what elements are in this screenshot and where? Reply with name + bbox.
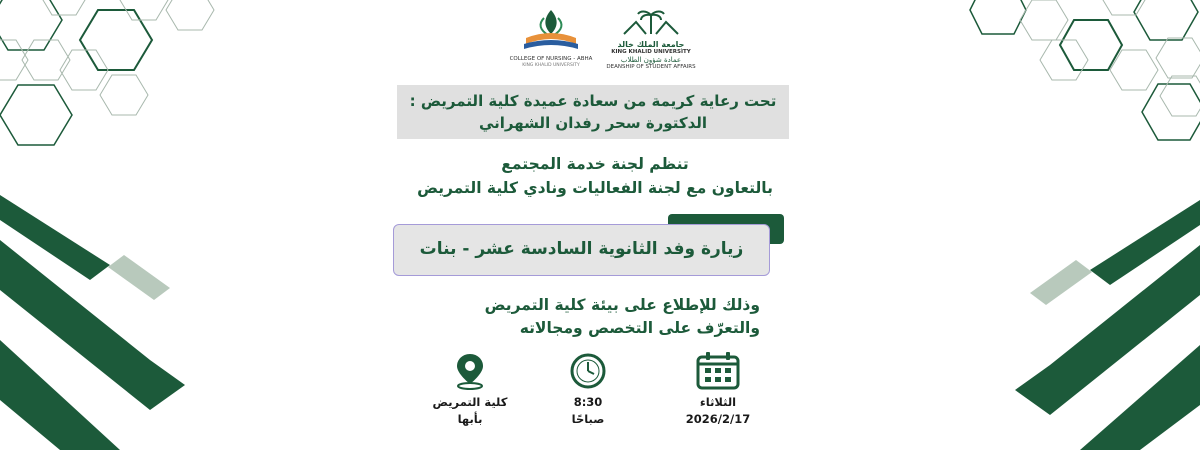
kku-logo: [605, 8, 697, 70]
purpose-line-2: والتعرّف على التخصص ومجالاته: [519, 319, 760, 337]
time-info: [533, 352, 643, 428]
event-title-box: [393, 224, 770, 276]
location-pin-icon: [450, 352, 490, 390]
palm-tree-icon: [616, 8, 686, 36]
patron-line-1: تحت رعاية كريمة من سعادة عميدة كلية التمريض :: [409, 92, 777, 110]
date-value: 2026/2/17: [685, 412, 751, 426]
hexagon-pattern-top-right: [960, 0, 1200, 150]
time-value: 8:30: [573, 395, 603, 409]
patron-line-2: الدكتورة سحر رفدان الشهراني: [478, 114, 708, 132]
organizer-text: [360, 152, 830, 200]
kku-name-en: KING KHALID UNIVERSITY: [611, 49, 691, 55]
organizer-line-2: بالتعاون مع لجنة الفعاليات ونادي كلية التمريض: [417, 179, 773, 197]
date-info: [663, 352, 773, 428]
nursing-college-logo: [505, 8, 597, 70]
patron-panel: [397, 85, 789, 139]
time-period: صباحًا: [571, 412, 605, 426]
hexagon-pattern-top-left: [0, 0, 240, 150]
deanship-name-en: DEANSHIP OF STUDENT AFFAIRS: [606, 63, 696, 70]
purpose-text: [380, 294, 760, 340]
nursing-flame-book-icon: [516, 8, 586, 52]
stripe-decoration-right: [950, 180, 1200, 450]
kku-name-ar: جامعة الملك خالد: [617, 40, 685, 49]
purpose-line-1: وذلك للإطلاع على بيئة كلية التمريض: [484, 296, 760, 314]
event-title: زيارة وفد الثانوية السادسة عشر - بنات: [419, 239, 744, 259]
location-place: كلية التمريض: [432, 395, 508, 409]
deanship-name-ar: عمادة شؤون الطلاب: [620, 55, 682, 64]
nursing-college-name: COLLEGE OF NURSING - ABHA: [509, 56, 593, 62]
organizer-line-1: تنظم لجنة خدمة المجتمع: [501, 155, 689, 173]
location-info: [415, 352, 525, 428]
clock-icon: [568, 352, 608, 390]
location-city: بأبها: [457, 412, 483, 426]
stripe-decoration-left: [0, 180, 250, 450]
date-day: الثلاثاء: [699, 395, 737, 409]
calendar-icon: [695, 352, 741, 390]
logo-bar: [505, 8, 695, 70]
nursing-university-name: KING KHALID UNIVERSITY: [522, 62, 580, 68]
